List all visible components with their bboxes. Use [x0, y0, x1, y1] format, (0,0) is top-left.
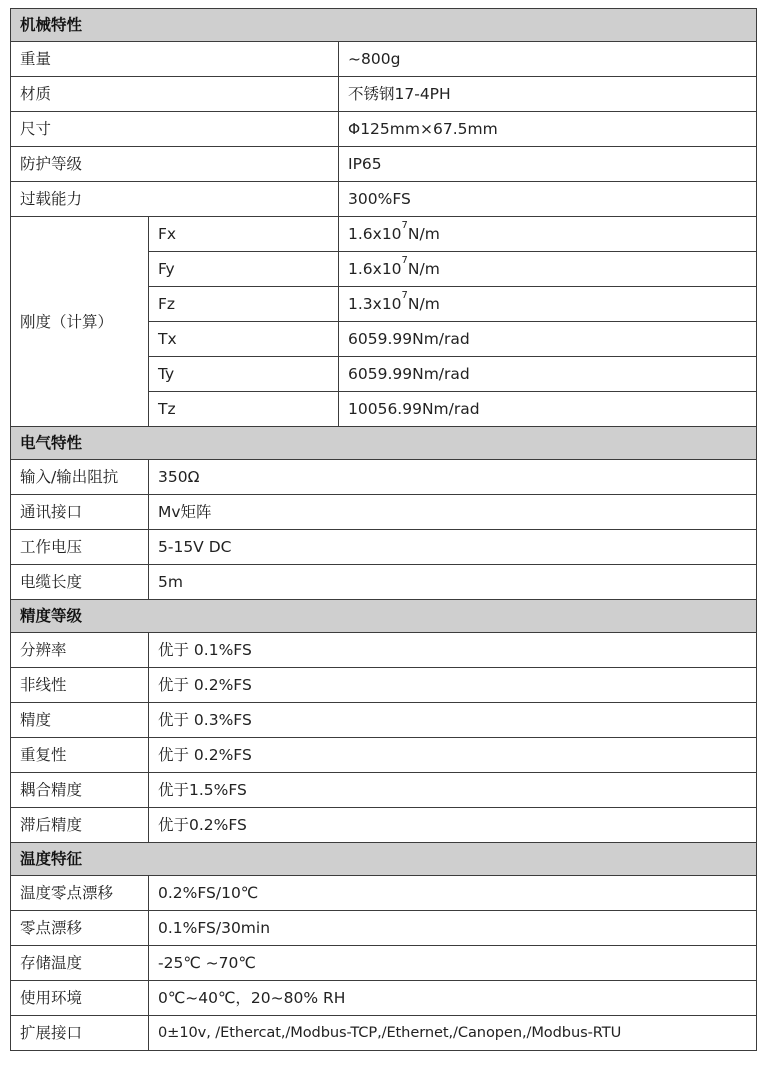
axis-label: Fx: [149, 217, 339, 252]
axis-label: Fz: [149, 287, 339, 322]
section-title: 精度等级: [11, 600, 757, 633]
value-exponent: 7: [401, 290, 408, 301]
value-exponent: 7: [401, 220, 408, 231]
row-value: 300%FS: [339, 182, 757, 217]
table-row: [11, 911, 757, 946]
row-value: Mv矩阵: [149, 495, 757, 530]
row-label: 非线性: [11, 668, 149, 703]
table-row: [11, 565, 757, 600]
row-value: Φ125mm×67.5mm: [339, 112, 757, 147]
spec-table: [10, 8, 757, 1051]
table-row: [11, 946, 757, 981]
table-row: [11, 981, 757, 1016]
value-mantissa: 1.3x10: [348, 295, 402, 313]
table-row: [11, 147, 757, 182]
row-label: 扩展接口: [11, 1016, 149, 1051]
section-accuracy: [11, 600, 757, 633]
stiffness-value: [339, 287, 757, 322]
stiffness-label: 刚度（计算）: [11, 217, 149, 427]
row-value: 0.1%FS/30min: [149, 911, 757, 946]
value-unit: N/m: [407, 260, 440, 278]
stiffness-row: [11, 217, 757, 252]
spec-sheet: [10, 8, 756, 1051]
row-value: 优于1.5%FS: [149, 773, 757, 808]
axis-label: Ty: [149, 357, 339, 392]
row-label: 材质: [11, 77, 339, 112]
section-mechanical: [11, 9, 757, 42]
table-row: [11, 112, 757, 147]
row-label: 滞后精度: [11, 808, 149, 843]
row-label: 温度零点漂移: [11, 876, 149, 911]
row-label: 电缆长度: [11, 565, 149, 600]
row-label: 存储温度: [11, 946, 149, 981]
table-row: [11, 460, 757, 495]
row-label: 耦合精度: [11, 773, 149, 808]
table-row: [11, 703, 757, 738]
table-row: [11, 77, 757, 112]
section-electrical: [11, 427, 757, 460]
value-exponent: 7: [401, 255, 408, 266]
table-row: [11, 876, 757, 911]
row-value: 0.2%FS/10℃: [149, 876, 757, 911]
axis-label: Fy: [149, 252, 339, 287]
row-value: 5m: [149, 565, 757, 600]
row-value: 5-15V DC: [149, 530, 757, 565]
table-row: [11, 42, 757, 77]
row-value: 不锈钢17-4PH: [339, 77, 757, 112]
value-mantissa: 1.6x10: [348, 260, 402, 278]
table-row: [11, 1016, 757, 1051]
stiffness-value: [339, 252, 757, 287]
value-mantissa: 1.6x10: [348, 225, 402, 243]
stiffness-value: 6059.99Nm/rad: [339, 322, 757, 357]
row-label: 工作电压: [11, 530, 149, 565]
stiffness-value: 6059.99Nm/rad: [339, 357, 757, 392]
row-label: 分辨率: [11, 633, 149, 668]
table-row: [11, 668, 757, 703]
section-title: 机械特性: [11, 9, 757, 42]
axis-label: Tx: [149, 322, 339, 357]
table-row: [11, 633, 757, 668]
stiffness-value: 10056.99Nm/rad: [339, 392, 757, 427]
table-row: [11, 182, 757, 217]
section-title: 温度特征: [11, 843, 757, 876]
value-unit: N/m: [407, 295, 440, 313]
row-value: 0±10v, /Ethercat,/Modbus-TCP,/Ethernet,/Canopen,/Modbus-RTU: [149, 1016, 757, 1051]
section-temperature: [11, 843, 757, 876]
row-label: 精度: [11, 703, 149, 738]
row-label: 重复性: [11, 738, 149, 773]
row-value: 优于0.2%FS: [149, 808, 757, 843]
row-value: 优于 0.3%FS: [149, 703, 757, 738]
row-value: -25℃ ~70℃: [149, 946, 757, 981]
table-row: [11, 773, 757, 808]
row-value: ~800g: [339, 42, 757, 77]
table-row: [11, 808, 757, 843]
row-label: 防护等级: [11, 147, 339, 182]
table-row: [11, 530, 757, 565]
row-label: 尺寸: [11, 112, 339, 147]
axis-label: Tz: [149, 392, 339, 427]
row-label: 通讯接口: [11, 495, 149, 530]
row-label: 使用环境: [11, 981, 149, 1016]
row-label: 过载能力: [11, 182, 339, 217]
stiffness-value: [339, 217, 757, 252]
row-value: 优于 0.2%FS: [149, 738, 757, 773]
row-label: 零点漂移: [11, 911, 149, 946]
section-title: 电气特性: [11, 427, 757, 460]
table-row: [11, 738, 757, 773]
row-value: 优于 0.2%FS: [149, 668, 757, 703]
row-value: IP65: [339, 147, 757, 182]
table-row: [11, 495, 757, 530]
row-value: 350Ω: [149, 460, 757, 495]
row-label: 输入/输出阻抗: [11, 460, 149, 495]
row-value: 优于 0.1%FS: [149, 633, 757, 668]
value-unit: N/m: [407, 225, 440, 243]
row-label: 重量: [11, 42, 339, 77]
row-value: 0℃~40℃，20~80% RH: [149, 981, 757, 1016]
